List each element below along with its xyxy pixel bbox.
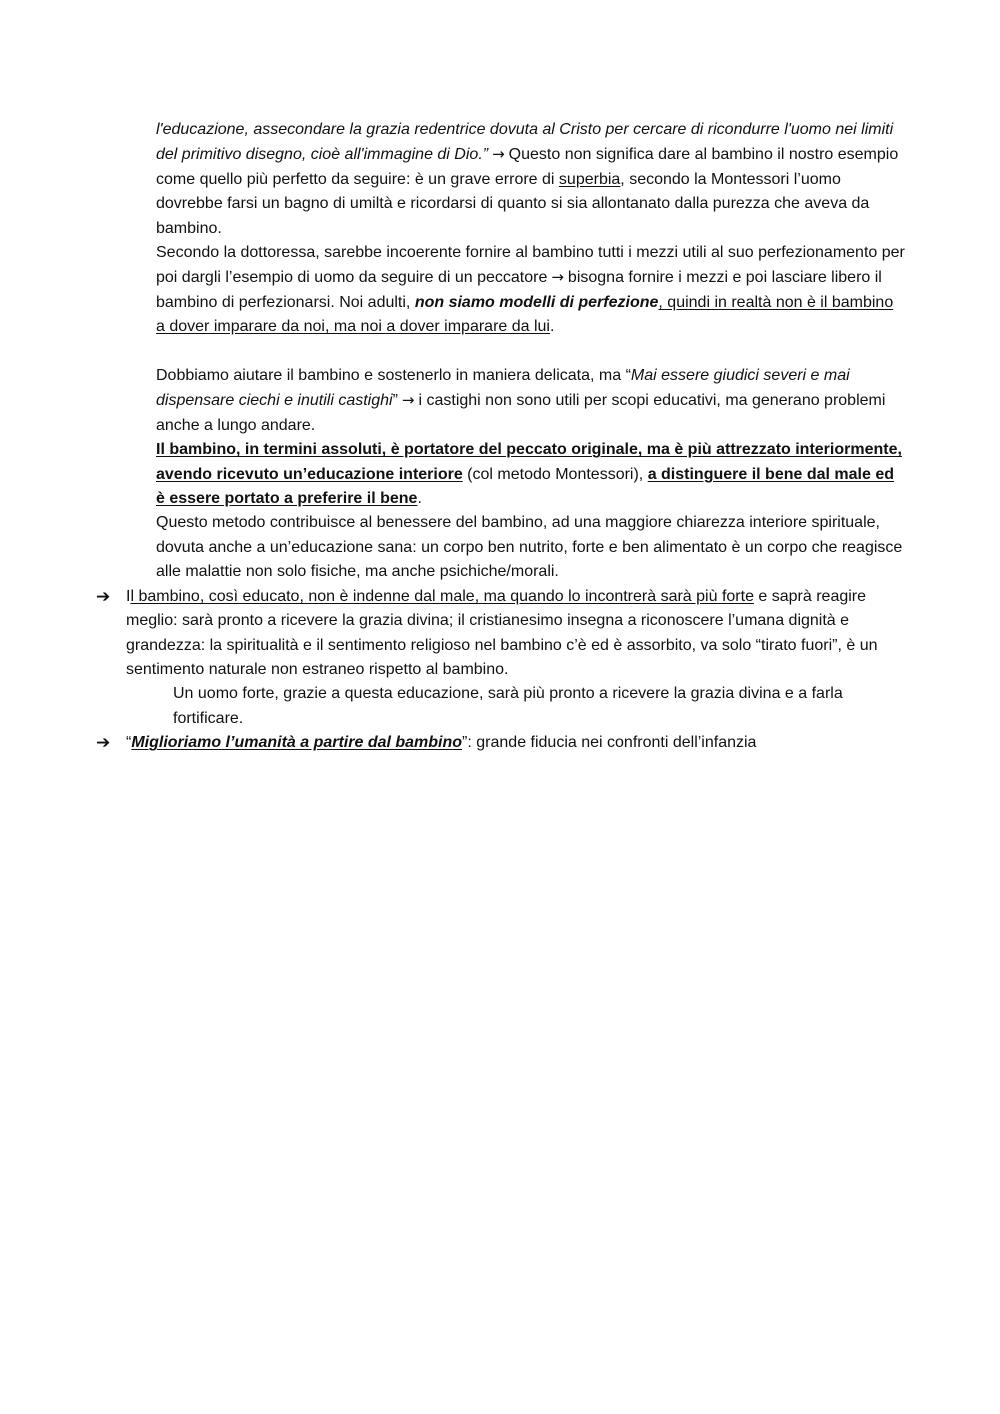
paragraph-text: ”: [392, 392, 398, 410]
paragraph-text: ”: grande fiducia nei confronti dell’infanzia: [462, 734, 757, 752]
paragraph-text: Secondo la dottoressa, sarebbe incoerente fornire al bambino tutti i mezzi utili al suo perfezionamento per poi dargli l’esempio di uomo da seguire di un peccatore: [156, 244, 905, 287]
paragraph-text: “: [126, 734, 132, 752]
italic-quote: l'educazione, assecondare la grazia redentrice dovuta al Cristo per cercare di ricondurre l'uomo nei limiti del primitivo disegno, cioè all'immagine di Dio.”: [156, 121, 894, 164]
paragraph-text: (col metodo Montessori),: [462, 465, 648, 483]
bold-italic-underlined-quote: Miglioriamo l’umanità a partire dal bambino: [131, 734, 463, 752]
paragraph-peccato-originale: [156, 438, 906, 511]
right-arrow-icon: →: [492, 145, 505, 164]
right-arrow-icon: →: [551, 268, 564, 287]
blank-line: [156, 340, 906, 364]
paragraph-text: , secondo la Montessori l’uomo dovrebbe farsi un bagno di umiltà e ricordarsi di quanto si sia allontanato dalla purezza che aveva da bambino.: [156, 170, 870, 237]
right-arrow-icon: →: [401, 391, 415, 410]
italic-quote: Mai essere giudici severi e mai dispensare ciechi e inutili castighi: [156, 367, 850, 410]
bullet-arrow-icon: ➔: [96, 733, 111, 754]
paragraph-text: e saprà reagire meglio: sarà pronto a ricevere la grazia divina; il cristianesimo insegna a riconoscere l’umana dignità e grandezza: la spiritualità e il sentimento religioso nel bambino c’è ed è assorbito, va solo “tirato fuori”, è un sentimento naturale non estraneo rispetto al bambino.: [126, 587, 878, 678]
paragraph-quote-ending: [156, 118, 906, 241]
bold-underlined-phrase: Il bambino, in termini assoluti, è portatore del peccato originale, ma è più attrezzato interiormente, avendo ricevuto un’educazione interiore: [156, 441, 902, 483]
underlined-phrase: , quindi in realtà non è il bambino a dover imparare da noi, ma noi a dover imparare da lui: [156, 293, 894, 336]
paragraph-text: .: [417, 490, 422, 508]
bold-underlined-phrase: a distinguere il bene dal male ed è essere portato a preferire il bene: [156, 465, 894, 508]
paragraph-text: i castighi non sono utili per scopi educativi, ma generano problemi anche a lungo andare.: [156, 392, 886, 434]
paragraph-castighi: [156, 364, 906, 438]
bullet-text: [126, 585, 906, 683]
paragraph-dottoressa: [156, 241, 906, 340]
bullet-item-bambino-forte: [96, 585, 906, 731]
paragraph-text: Dobbiamo aiutare il bambino e sostenerlo in maniera delicata, ma “: [156, 367, 631, 385]
paragraph-text: .: [549, 318, 555, 336]
underlined-phrase: l bambino, così educato, non è indenne dal male, ma quando lo incontrerà sarà più forte: [130, 587, 754, 605]
bullet-item-miglioriamo: [96, 731, 906, 755]
paragraph-text: Questo non significa dare al bambino il nostro esempio come quello più perfetto da seguire: è un grave errore di: [156, 146, 899, 188]
bullet-subparagraph: Un uomo forte, grazie a questa educazione, sarà più pronto a ricevere la grazia divina e a farla fortificare.: [173, 685, 843, 727]
underlined-term: superbia: [558, 170, 621, 188]
paragraph-text: I: [126, 587, 131, 605]
bold-italic-phrase: non siamo modelli di perfezione: [414, 293, 659, 311]
text-body: [96, 118, 906, 756]
bullet-text: [126, 731, 906, 755]
paragraph-benessere: Questo metodo contribuisce al benessere del bambino, ad una maggiore chiarezza interiore spirituale, dovuta anche a un’educazione sana: un corpo ben nutrito, forte e ben alimentato è un corpo che reagisce alle malattie non solo fisiche, ma anche psichiche/morali.: [156, 514, 903, 581]
paragraph-text: bisogna fornire i mezzi e poi lasciare libero il bambino di perfezionarsi. Noi adulti,: [156, 269, 882, 311]
bullet-arrow-icon: ➔: [96, 586, 111, 607]
